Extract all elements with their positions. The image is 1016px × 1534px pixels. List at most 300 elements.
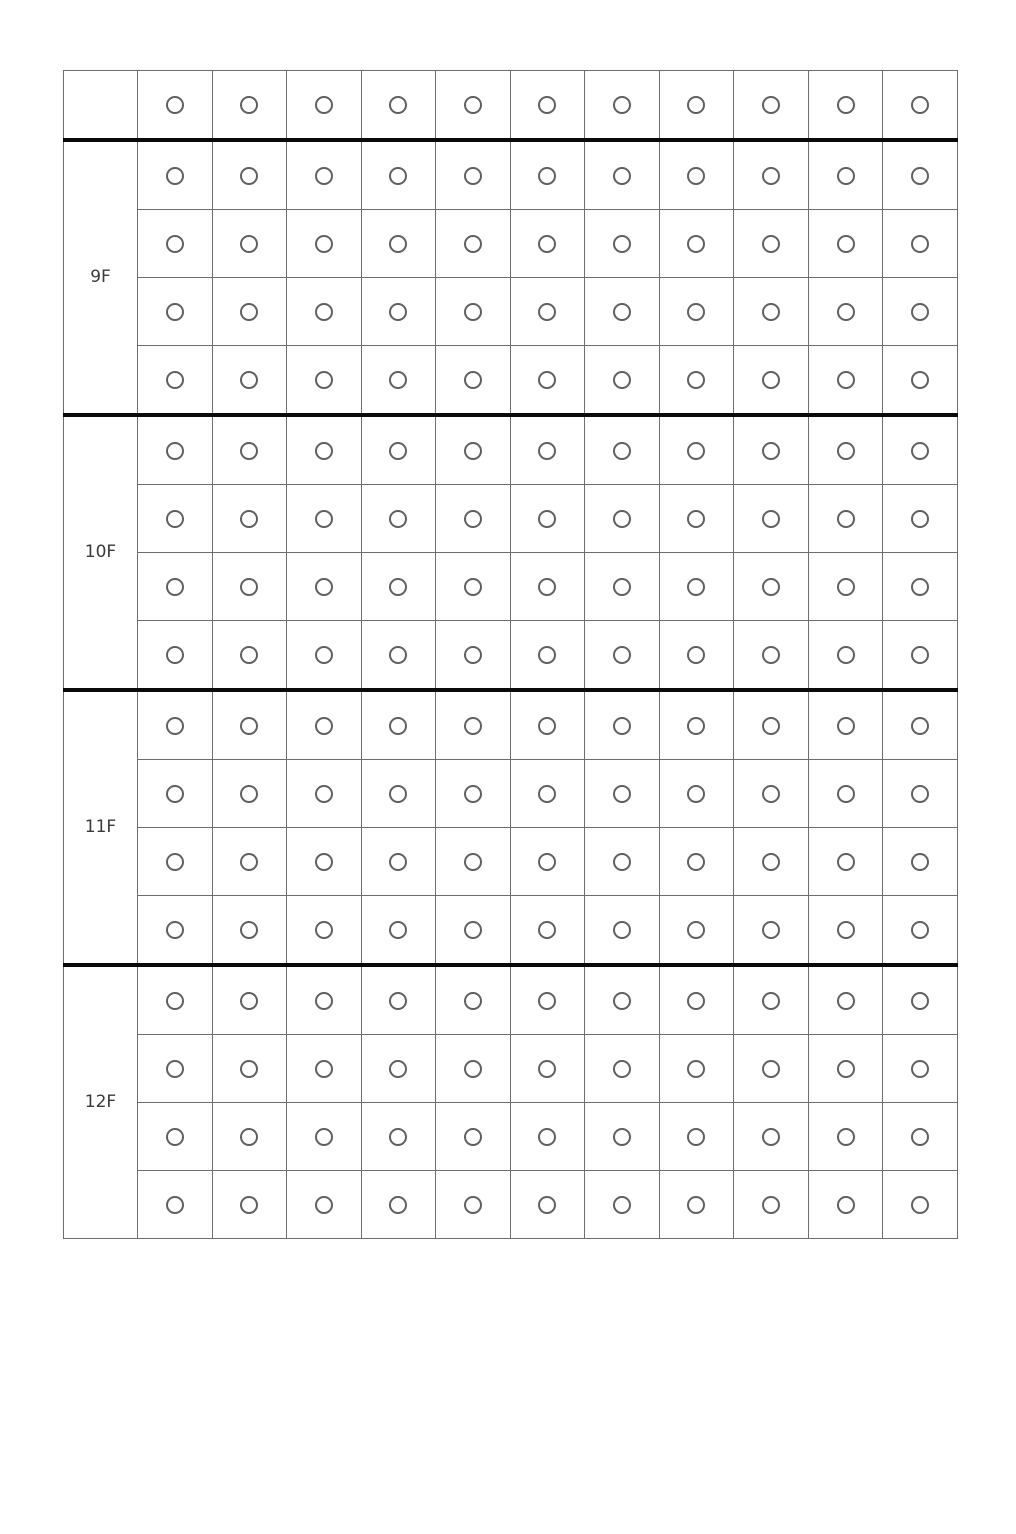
- circle-mark-icon: [762, 371, 780, 389]
- mark-cell: [212, 621, 287, 691]
- mark-cell: [659, 278, 734, 346]
- circle-mark-icon: [389, 717, 407, 735]
- mark-cell: [585, 621, 660, 691]
- mark-cell: [138, 1103, 213, 1171]
- mark-cell: [808, 210, 883, 278]
- circle-mark-icon: [315, 303, 333, 321]
- mark-cell: [212, 485, 287, 553]
- mark-cell: [585, 896, 660, 966]
- mark-cell: [585, 965, 660, 1035]
- circle-mark-icon: [166, 992, 184, 1010]
- mark-cell: [585, 1103, 660, 1171]
- mark-cell: [659, 760, 734, 828]
- circle-mark-icon: [911, 303, 929, 321]
- circle-mark-icon: [837, 96, 855, 114]
- mark-cell: [808, 621, 883, 691]
- mark-cell: [138, 690, 213, 760]
- circle-mark-icon: [837, 578, 855, 596]
- circle-mark-icon: [687, 1196, 705, 1214]
- mark-cell: [361, 553, 436, 621]
- circle-mark-icon: [240, 785, 258, 803]
- mark-cell: [510, 896, 585, 966]
- mark-cell: [510, 346, 585, 416]
- circle-mark-icon: [687, 510, 705, 528]
- floor-group: [64, 965, 958, 1239]
- circle-mark-icon: [389, 646, 407, 664]
- circle-mark-icon: [240, 303, 258, 321]
- table-header: [64, 71, 958, 141]
- circle-mark-icon: [166, 1196, 184, 1214]
- mark-cell: [212, 140, 287, 210]
- circle-mark-icon: [762, 853, 780, 871]
- mark-cell: [436, 415, 511, 485]
- circle-mark-icon: [538, 371, 556, 389]
- mark-cell: [883, 1171, 958, 1239]
- circle-mark-icon: [687, 303, 705, 321]
- mark-cell: [436, 621, 511, 691]
- mark-cell: [510, 965, 585, 1035]
- circle-mark-icon: [538, 785, 556, 803]
- mark-cell: [808, 896, 883, 966]
- mark-cell: [212, 71, 287, 141]
- circle-mark-icon: [837, 992, 855, 1010]
- mark-cell: [138, 415, 213, 485]
- mark-cell: [808, 760, 883, 828]
- circle-mark-icon: [240, 235, 258, 253]
- mark-cell: [361, 690, 436, 760]
- circle-mark-icon: [240, 167, 258, 185]
- table-row: [64, 965, 958, 1035]
- mark-cell: [436, 1035, 511, 1103]
- circle-mark-icon: [538, 1128, 556, 1146]
- circle-mark-icon: [389, 578, 407, 596]
- mark-cell: [436, 1171, 511, 1239]
- mark-cell: [808, 140, 883, 210]
- circle-mark-icon: [464, 167, 482, 185]
- table-row: [64, 690, 958, 760]
- mark-cell: [138, 485, 213, 553]
- mark-cell: [659, 828, 734, 896]
- mark-cell: [287, 690, 362, 760]
- mark-cell: [436, 1103, 511, 1171]
- mark-cell: [585, 415, 660, 485]
- mark-cell: [212, 415, 287, 485]
- circle-mark-icon: [762, 1060, 780, 1078]
- mark-cell: [510, 621, 585, 691]
- mark-cell: [659, 1035, 734, 1103]
- circle-mark-icon: [911, 921, 929, 939]
- circle-mark-icon: [613, 167, 631, 185]
- circle-mark-icon: [687, 371, 705, 389]
- circle-mark-icon: [837, 167, 855, 185]
- mark-cell: [138, 965, 213, 1035]
- mark-cell: [585, 71, 660, 141]
- mark-cell: [361, 1103, 436, 1171]
- circle-mark-icon: [687, 717, 705, 735]
- circle-mark-icon: [911, 785, 929, 803]
- circle-mark-icon: [315, 921, 333, 939]
- circle-mark-icon: [240, 578, 258, 596]
- mark-cell: [585, 690, 660, 760]
- circle-mark-icon: [166, 96, 184, 114]
- floor-label: 11F: [64, 690, 138, 965]
- mark-cell: [659, 1171, 734, 1239]
- mark-cell: [361, 485, 436, 553]
- mark-cell: [212, 760, 287, 828]
- mark-cell: [659, 896, 734, 966]
- mark-cell: [287, 760, 362, 828]
- mark-cell: [734, 485, 809, 553]
- mark-cell: [510, 1035, 585, 1103]
- circle-mark-icon: [315, 371, 333, 389]
- circle-mark-icon: [464, 646, 482, 664]
- circle-mark-icon: [613, 992, 631, 1010]
- mark-cell: [734, 553, 809, 621]
- circle-mark-icon: [613, 1196, 631, 1214]
- circle-mark-icon: [762, 303, 780, 321]
- mark-cell: [361, 621, 436, 691]
- mark-cell: [585, 828, 660, 896]
- mark-cell: [510, 415, 585, 485]
- circle-mark-icon: [240, 646, 258, 664]
- mark-cell: [287, 965, 362, 1035]
- mark-cell: [436, 760, 511, 828]
- circle-mark-icon: [464, 578, 482, 596]
- mark-cell: [436, 553, 511, 621]
- mark-cell: [287, 1035, 362, 1103]
- mark-cell: [734, 896, 809, 966]
- mark-cell: [361, 965, 436, 1035]
- circle-mark-icon: [166, 371, 184, 389]
- circle-mark-icon: [240, 510, 258, 528]
- mark-cell: [808, 1103, 883, 1171]
- circle-mark-icon: [315, 646, 333, 664]
- circle-mark-icon: [687, 853, 705, 871]
- table-row: [64, 210, 958, 278]
- mark-cell: [436, 346, 511, 416]
- table-row: [64, 1171, 958, 1239]
- mark-cell: [138, 760, 213, 828]
- floor-label: 12F: [64, 965, 138, 1239]
- circle-mark-icon: [911, 442, 929, 460]
- circle-mark-icon: [389, 303, 407, 321]
- mark-cell: [659, 690, 734, 760]
- mark-cell: [585, 760, 660, 828]
- mark-cell: [883, 553, 958, 621]
- circle-mark-icon: [389, 371, 407, 389]
- mark-cell: [361, 828, 436, 896]
- mark-cell: [808, 965, 883, 1035]
- mark-cell: [436, 896, 511, 966]
- circle-mark-icon: [762, 646, 780, 664]
- circle-mark-icon: [613, 510, 631, 528]
- mark-cell: [734, 828, 809, 896]
- mark-cell: [883, 896, 958, 966]
- circle-mark-icon: [538, 510, 556, 528]
- mark-cell: [436, 210, 511, 278]
- mark-cell: [436, 71, 511, 141]
- circle-mark-icon: [837, 853, 855, 871]
- circle-mark-icon: [464, 785, 482, 803]
- circle-mark-icon: [240, 1196, 258, 1214]
- header-row: [64, 71, 958, 141]
- mark-cell: [138, 896, 213, 966]
- floor-label: 9F: [64, 140, 138, 415]
- circle-mark-icon: [315, 578, 333, 596]
- circle-mark-icon: [911, 646, 929, 664]
- mark-cell: [436, 140, 511, 210]
- circle-mark-icon: [389, 853, 407, 871]
- circle-mark-icon: [613, 1128, 631, 1146]
- circle-mark-icon: [240, 992, 258, 1010]
- circle-mark-icon: [687, 1060, 705, 1078]
- mark-cell: [734, 965, 809, 1035]
- circle-mark-icon: [166, 303, 184, 321]
- mark-cell: [212, 278, 287, 346]
- circle-mark-icon: [166, 853, 184, 871]
- circle-mark-icon: [315, 442, 333, 460]
- circle-mark-icon: [389, 96, 407, 114]
- circle-mark-icon: [389, 235, 407, 253]
- circle-mark-icon: [389, 442, 407, 460]
- mark-cell: [138, 71, 213, 141]
- circle-mark-icon: [464, 510, 482, 528]
- circle-mark-icon: [613, 235, 631, 253]
- mark-cell: [510, 760, 585, 828]
- mark-cell: [287, 210, 362, 278]
- circle-mark-icon: [464, 1128, 482, 1146]
- mark-cell: [510, 71, 585, 141]
- circle-mark-icon: [911, 717, 929, 735]
- circle-mark-icon: [315, 785, 333, 803]
- table-row: [64, 346, 958, 416]
- mark-cell: [361, 71, 436, 141]
- circle-mark-icon: [687, 646, 705, 664]
- mark-cell: [436, 278, 511, 346]
- circle-mark-icon: [166, 167, 184, 185]
- circle-mark-icon: [240, 96, 258, 114]
- circle-mark-icon: [911, 510, 929, 528]
- mark-cell: [361, 896, 436, 966]
- mark-cell: [734, 278, 809, 346]
- circle-mark-icon: [762, 921, 780, 939]
- mark-cell: [287, 896, 362, 966]
- mark-cell: [585, 1035, 660, 1103]
- circle-mark-icon: [911, 167, 929, 185]
- mark-cell: [138, 210, 213, 278]
- table-row: [64, 415, 958, 485]
- mark-cell: [883, 140, 958, 210]
- circle-mark-icon: [911, 992, 929, 1010]
- circle-mark-icon: [837, 717, 855, 735]
- circle-mark-icon: [837, 442, 855, 460]
- circle-mark-icon: [837, 371, 855, 389]
- mark-cell: [734, 140, 809, 210]
- mark-cell: [287, 1171, 362, 1239]
- mark-cell: [510, 140, 585, 210]
- circle-mark-icon: [762, 442, 780, 460]
- mark-cell: [287, 140, 362, 210]
- circle-mark-icon: [762, 510, 780, 528]
- table-row: [64, 1035, 958, 1103]
- mark-cell: [808, 828, 883, 896]
- circle-mark-icon: [613, 96, 631, 114]
- mark-cell: [883, 415, 958, 485]
- circle-mark-icon: [315, 992, 333, 1010]
- circle-mark-icon: [538, 235, 556, 253]
- mark-cell: [436, 485, 511, 553]
- mark-cell: [287, 1103, 362, 1171]
- floor-label: 10F: [64, 415, 138, 690]
- circle-mark-icon: [315, 235, 333, 253]
- floor-availability-table: [63, 70, 958, 1239]
- circle-mark-icon: [687, 992, 705, 1010]
- mark-cell: [734, 1171, 809, 1239]
- circle-mark-icon: [166, 510, 184, 528]
- mark-cell: [287, 71, 362, 141]
- mark-cell: [659, 1103, 734, 1171]
- mark-cell: [808, 553, 883, 621]
- mark-cell: [510, 485, 585, 553]
- mark-cell: [883, 1035, 958, 1103]
- mark-cell: [361, 210, 436, 278]
- mark-cell: [734, 760, 809, 828]
- circle-mark-icon: [911, 1060, 929, 1078]
- circle-mark-icon: [687, 1128, 705, 1146]
- mark-cell: [138, 278, 213, 346]
- mark-cell: [510, 1171, 585, 1239]
- floor-group: [64, 140, 958, 415]
- circle-mark-icon: [166, 1060, 184, 1078]
- circle-mark-icon: [538, 717, 556, 735]
- circle-mark-icon: [166, 442, 184, 460]
- mark-cell: [734, 346, 809, 416]
- circle-mark-icon: [687, 442, 705, 460]
- mark-cell: [138, 346, 213, 416]
- circle-mark-icon: [911, 235, 929, 253]
- circle-mark-icon: [911, 371, 929, 389]
- circle-mark-icon: [464, 96, 482, 114]
- circle-mark-icon: [464, 442, 482, 460]
- circle-mark-icon: [613, 646, 631, 664]
- circle-mark-icon: [762, 1196, 780, 1214]
- circle-mark-icon: [538, 853, 556, 871]
- mark-cell: [138, 828, 213, 896]
- mark-cell: [510, 553, 585, 621]
- circle-mark-icon: [687, 785, 705, 803]
- circle-mark-icon: [837, 921, 855, 939]
- circle-mark-icon: [613, 303, 631, 321]
- mark-cell: [808, 1035, 883, 1103]
- mark-cell: [436, 965, 511, 1035]
- mark-cell: [212, 1035, 287, 1103]
- mark-cell: [287, 621, 362, 691]
- mark-cell: [585, 140, 660, 210]
- circle-mark-icon: [613, 371, 631, 389]
- circle-mark-icon: [464, 1060, 482, 1078]
- mark-cell: [212, 1171, 287, 1239]
- mark-cell: [138, 1171, 213, 1239]
- mark-cell: [361, 140, 436, 210]
- circle-mark-icon: [538, 1060, 556, 1078]
- circle-mark-icon: [315, 1128, 333, 1146]
- table-row: [64, 760, 958, 828]
- table-row: [64, 485, 958, 553]
- mark-cell: [510, 278, 585, 346]
- circle-mark-icon: [315, 510, 333, 528]
- mark-cell: [659, 346, 734, 416]
- circle-mark-icon: [166, 921, 184, 939]
- circle-mark-icon: [911, 1128, 929, 1146]
- mark-cell: [734, 415, 809, 485]
- mark-cell: [287, 415, 362, 485]
- corner-cell: [64, 71, 138, 141]
- circle-mark-icon: [389, 1128, 407, 1146]
- circle-mark-icon: [538, 303, 556, 321]
- mark-cell: [287, 553, 362, 621]
- circle-mark-icon: [762, 1128, 780, 1146]
- circle-mark-icon: [911, 96, 929, 114]
- mark-cell: [436, 690, 511, 760]
- mark-cell: [883, 485, 958, 553]
- mark-cell: [212, 553, 287, 621]
- mark-cell: [212, 1103, 287, 1171]
- circle-mark-icon: [315, 96, 333, 114]
- mark-cell: [212, 210, 287, 278]
- circle-mark-icon: [389, 992, 407, 1010]
- circle-mark-icon: [538, 167, 556, 185]
- mark-cell: [659, 210, 734, 278]
- table-row: [64, 621, 958, 691]
- circle-mark-icon: [240, 853, 258, 871]
- mark-cell: [585, 485, 660, 553]
- circle-mark-icon: [389, 1196, 407, 1214]
- mark-cell: [883, 71, 958, 141]
- mark-cell: [734, 1103, 809, 1171]
- circle-mark-icon: [687, 96, 705, 114]
- mark-cell: [510, 828, 585, 896]
- mark-cell: [883, 278, 958, 346]
- mark-cell: [808, 346, 883, 416]
- circle-mark-icon: [837, 303, 855, 321]
- circle-mark-icon: [538, 1196, 556, 1214]
- mark-cell: [287, 828, 362, 896]
- table-row: [64, 896, 958, 966]
- circle-mark-icon: [613, 442, 631, 460]
- circle-mark-icon: [687, 921, 705, 939]
- circle-mark-icon: [315, 167, 333, 185]
- table-row: [64, 278, 958, 346]
- circle-mark-icon: [315, 853, 333, 871]
- circle-mark-icon: [464, 921, 482, 939]
- circle-mark-icon: [240, 1128, 258, 1146]
- table-row: [64, 828, 958, 896]
- circle-mark-icon: [837, 785, 855, 803]
- mark-cell: [585, 553, 660, 621]
- circle-mark-icon: [389, 921, 407, 939]
- mark-cell: [734, 71, 809, 141]
- circle-mark-icon: [464, 235, 482, 253]
- table-row: [64, 1103, 958, 1171]
- mark-cell: [585, 346, 660, 416]
- table-row: [64, 553, 958, 621]
- circle-mark-icon: [166, 1128, 184, 1146]
- circle-mark-icon: [464, 1196, 482, 1214]
- circle-mark-icon: [762, 578, 780, 596]
- mark-cell: [212, 690, 287, 760]
- circle-mark-icon: [315, 717, 333, 735]
- circle-mark-icon: [389, 167, 407, 185]
